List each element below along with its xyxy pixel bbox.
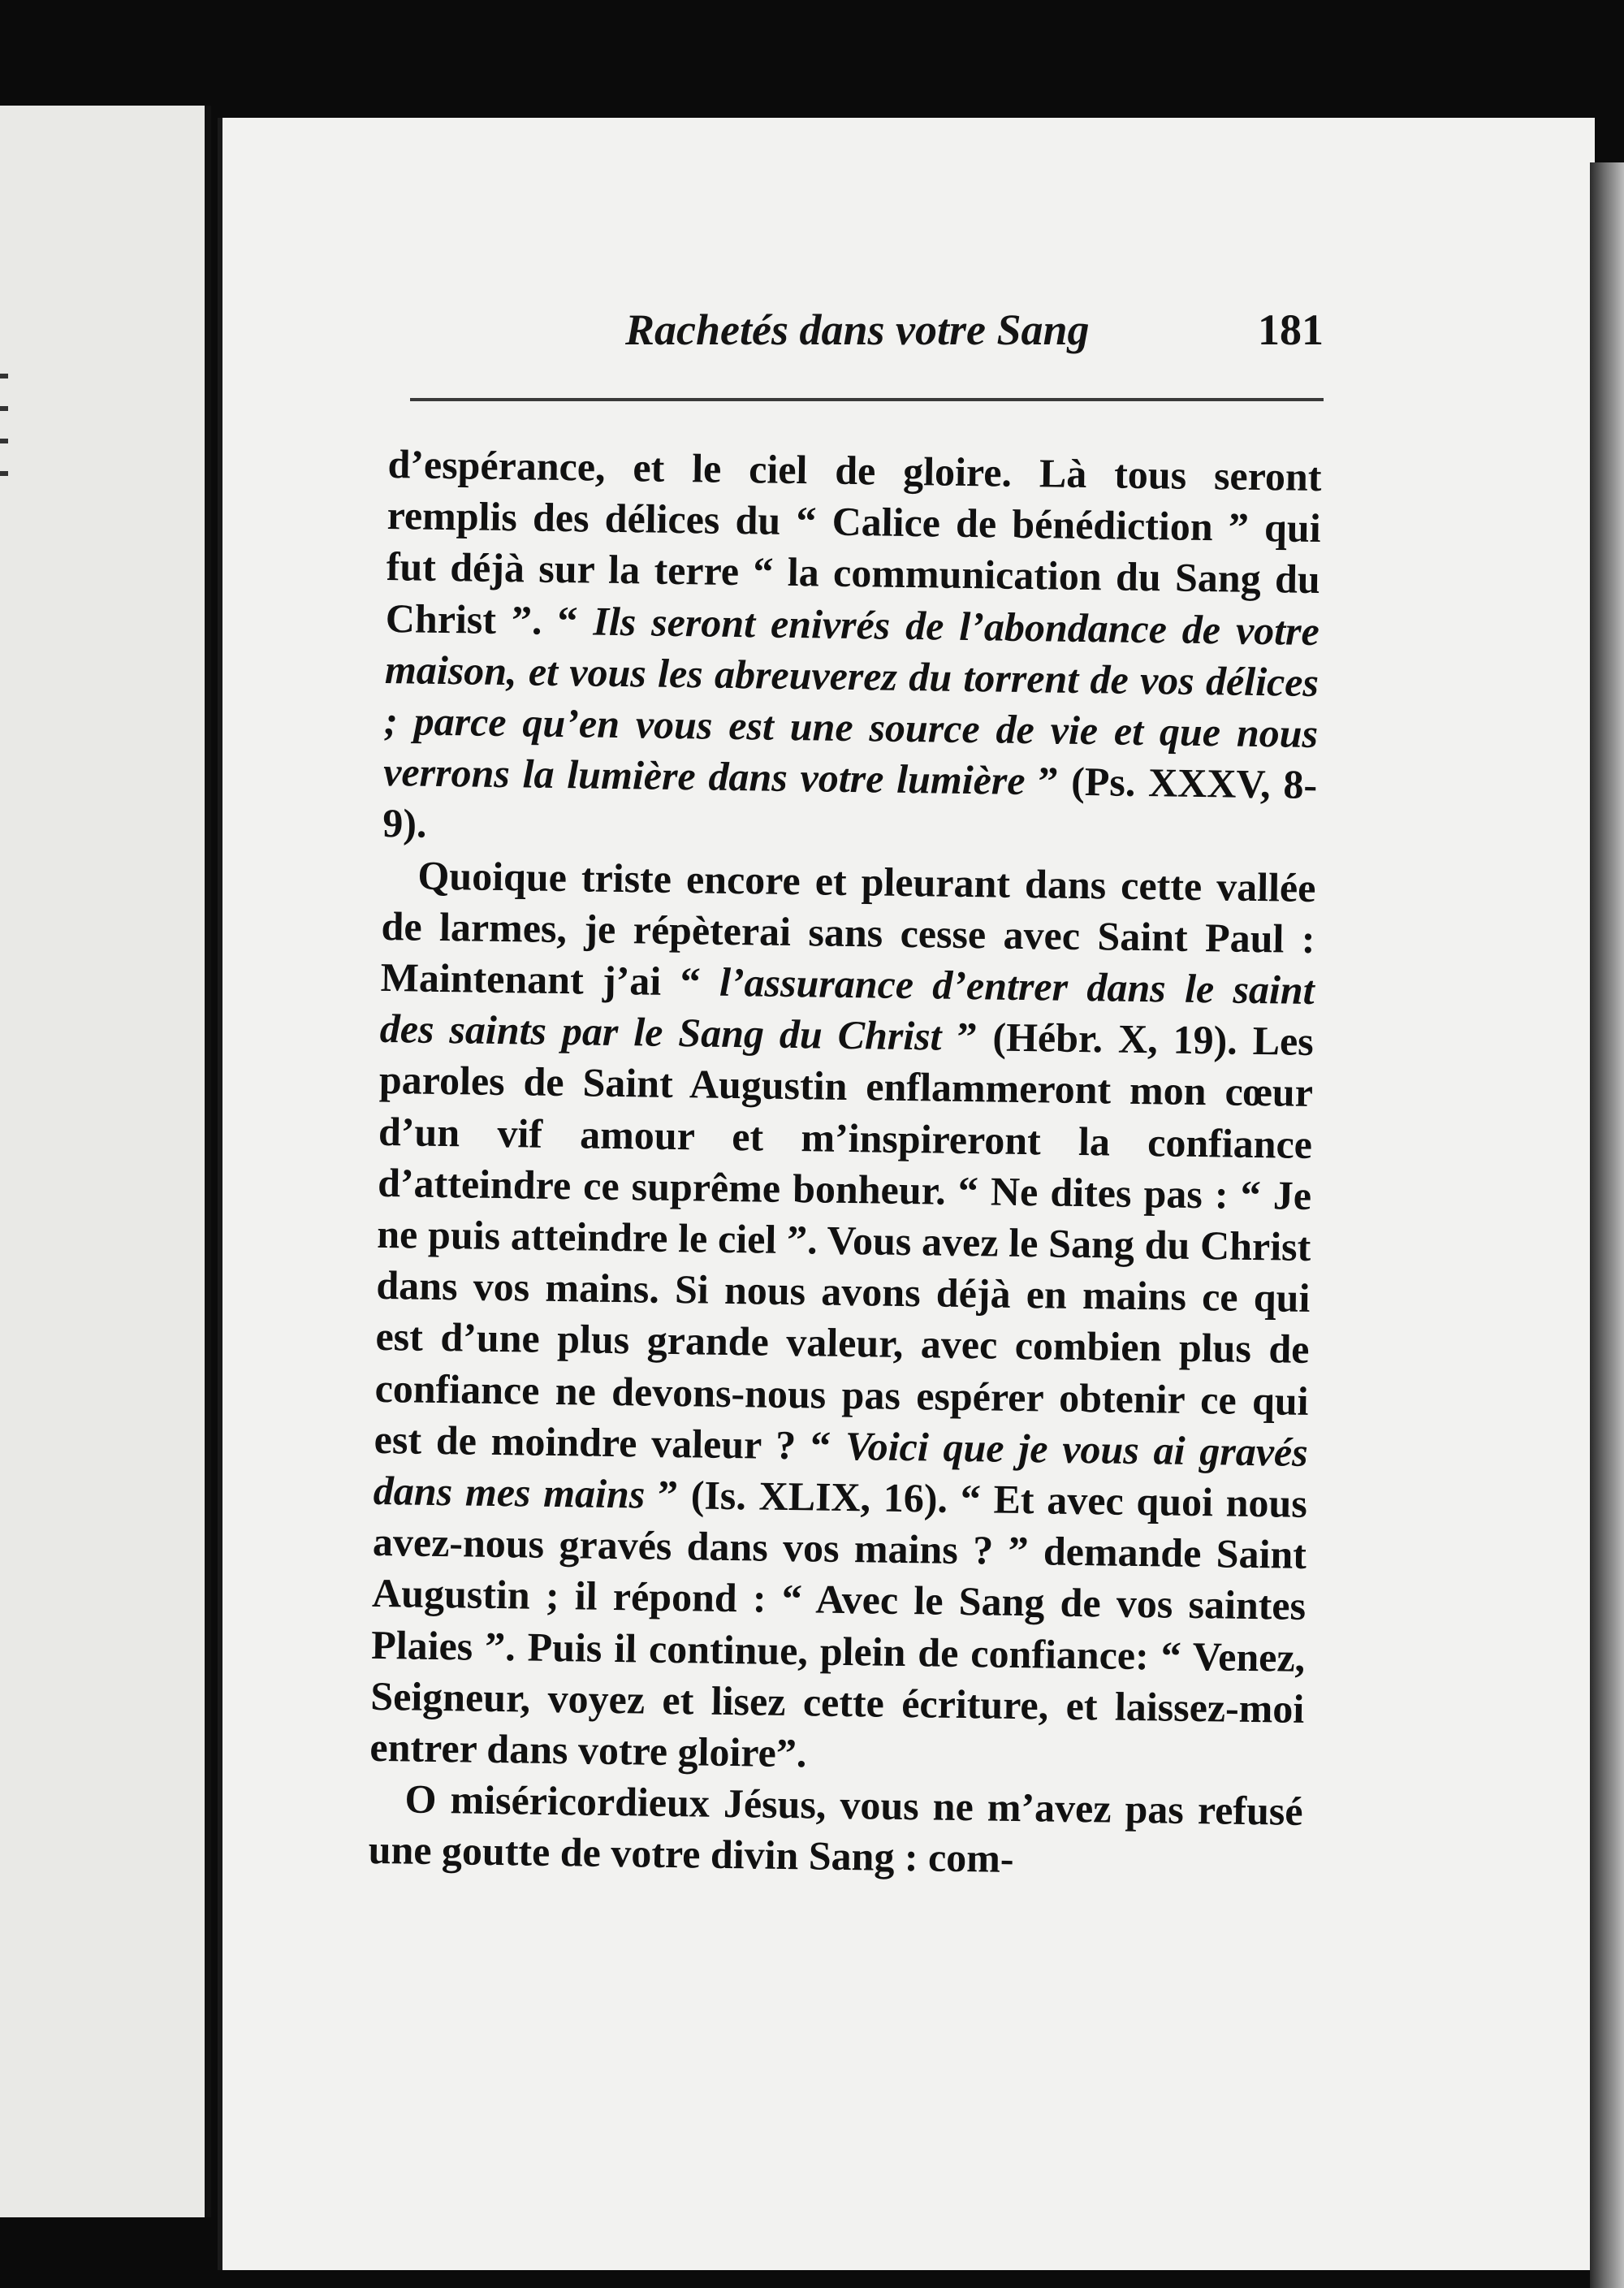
- italic-quote: Ils seront enivrés de l’abondance de votre maison, et vous les abreuverez du torrent de vos délices ; parce qu’en vous est une source de vie et que nous verrons la lumière dans votre lumière: [382, 598, 1320, 804]
- page-edge-shadow: [1590, 162, 1624, 2288]
- running-head: [625, 296, 1324, 370]
- text-segment: ” (Is. XLIX, 16). “ Et avec quoi nous avez-nous gravés dans vos mains ? ” demande Saint Augustin ; il répond : “ Avec le Sang de vos saintes Plaies ”. Puis il continue, plein de confiance: “ Venez, Seigneur, voyez et lisez cette écriture, et laissez-moi entrer dans votre gloire”.: [369, 1471, 1308, 1776]
- paragraph: [368, 1773, 1303, 1888]
- body-text: [368, 439, 1322, 1889]
- text-segment: Quoique triste encore et pleurant dans cette vallée de larmes, je répèterai sans cesse avec Saint Paul : Maintenant j’ai “: [380, 852, 1316, 1005]
- text-segment: d’espérance, et le ciel de gloire. Là tous seront remplis des délices du “ Calice de bénédiction ” qui fut déjà sur la terre “ la communication du Sang du Christ ”. “: [385, 440, 1322, 644]
- facing-page-edge: [0, 106, 211, 2217]
- header-rule: [410, 398, 1324, 401]
- italic-quote: Voici que je vous ai gravés dans mes mains: [373, 1422, 1309, 1517]
- page-number: 181: [1258, 305, 1324, 354]
- paragraph: [382, 439, 1322, 863]
- running-head-title: Rachetés dans votre Sang: [625, 305, 1090, 354]
- margin-marks: [0, 374, 11, 617]
- italic-quote: l’assurance d’entrer dans le saint des saints par le Sang du Christ: [379, 958, 1315, 1059]
- paragraph: [369, 850, 1316, 1787]
- text-segment: ” (Hébr. X, 19). Les paroles de Saint Augustin enflammeront mon cœur d’un vif amour et m’inspireront la confiance d’atteindre ce suprême bonheur. “ Ne dites pas : “ Je ne puis atteindre le ciel ”. Vous avez le Sang du Christ dans vos mains. Si nous avons déjà en mains ce qui est d’une plus grande valeur, avec combien plus de confiance ne devons-nous pas espérer obtenir ce qui est de moindre valeur ? “: [374, 1013, 1315, 1468]
- text-segment: ” (Ps. XXXV, 8-9).: [382, 758, 1318, 847]
- text-segment: O miséricordieux Jésus, vous ne m’avez pas refusé une goutte de votre divin Sang : com-: [368, 1775, 1303, 1882]
